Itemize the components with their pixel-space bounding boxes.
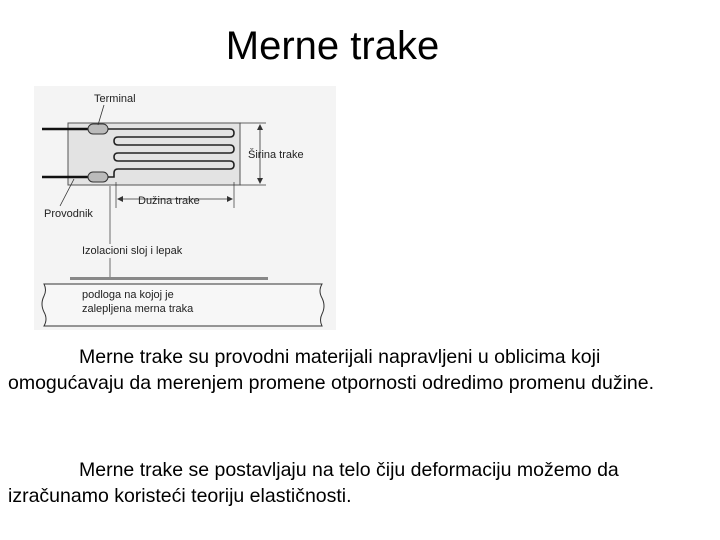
insulation-layer (70, 277, 268, 280)
terminal-top-pad (88, 124, 108, 134)
label-insulation: Izolacioni sloj i lepak (82, 245, 183, 257)
label-strip-length: Dužina trake (138, 195, 200, 207)
strain-gauge-diagram (34, 86, 336, 330)
label-conductor: Provodnik (44, 208, 93, 220)
paragraph-application (8, 457, 708, 509)
label-terminal: Terminal (94, 93, 136, 105)
strain-gauge-drawing (34, 86, 336, 330)
paragraph-application-text: Merne trake se postavljaju na telo čiju deformaciju možemo da izračunamo koristeći teoriju elastičnosti. (8, 459, 619, 507)
label-strip-width: Širina trake (248, 149, 304, 161)
paragraph-definition-text: Merne trake su provodni materijali napravljeni u oblicima koji omogućavaju da merenjem promene otpornosti odredimo promenu dužine. (8, 346, 655, 394)
label-substrate-line1: podloga na kojoj je (82, 289, 174, 301)
paragraph-definition (8, 344, 708, 396)
slide-title: Merne trake (225, 24, 440, 68)
label-substrate-line2: zalepljena merna traka (82, 303, 194, 315)
terminal-bottom-pad (88, 172, 108, 182)
